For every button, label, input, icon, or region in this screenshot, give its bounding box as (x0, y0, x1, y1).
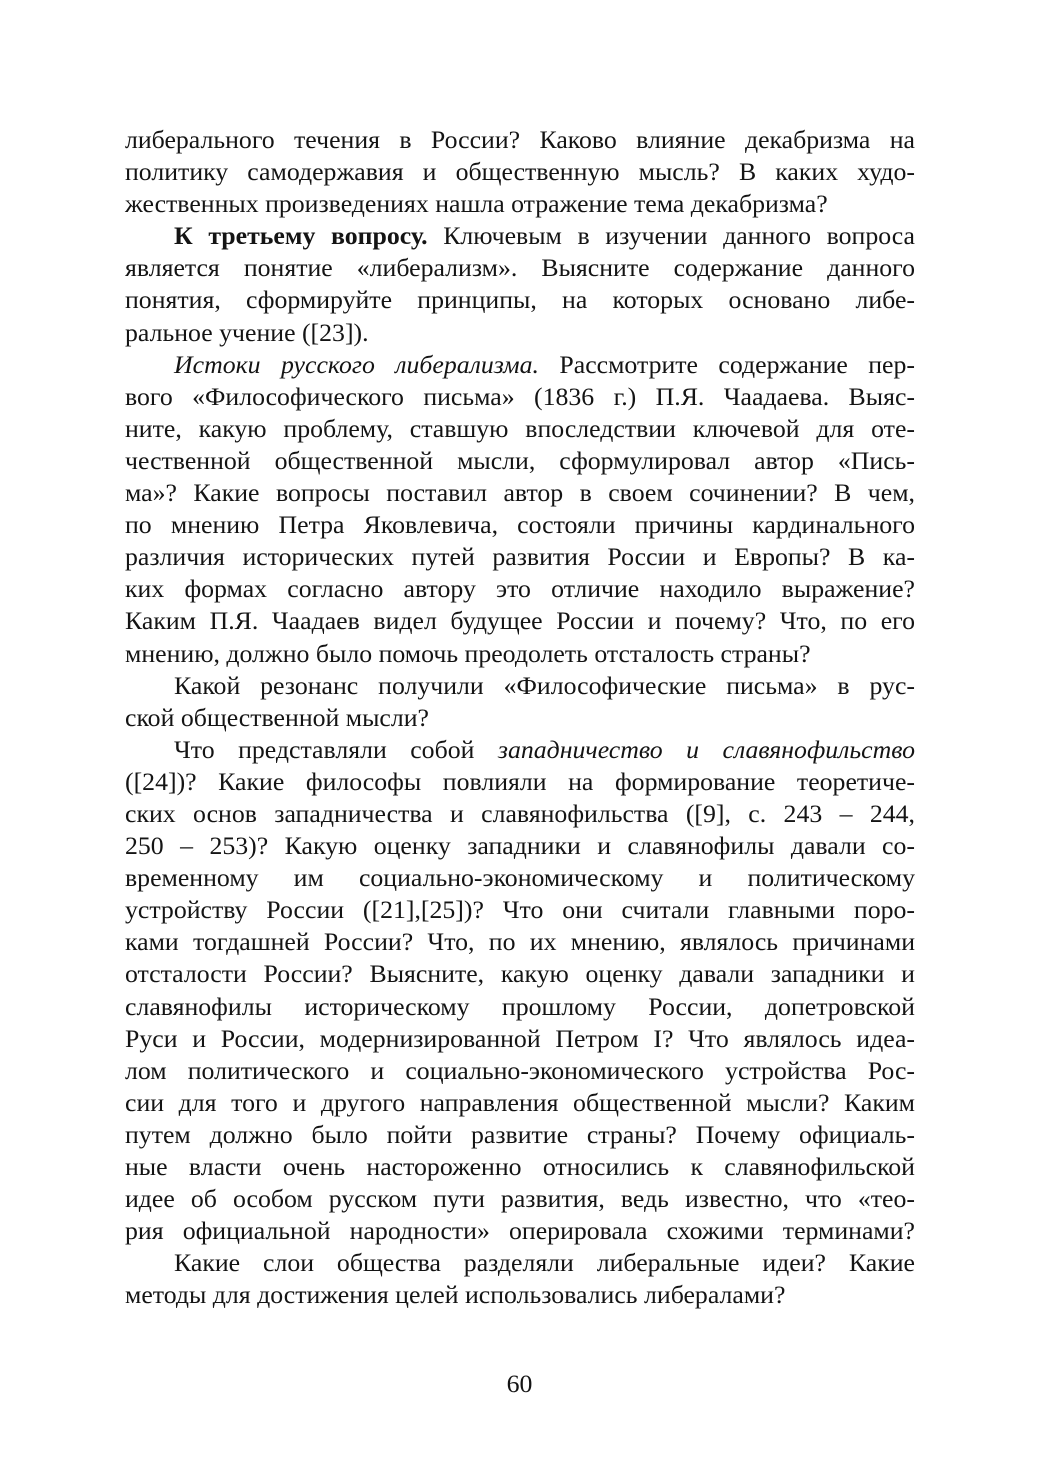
paragraph (125, 1247, 915, 1311)
text-line: рия официальной народности» оперировала схожими терминами? (125, 1216, 915, 1246)
text-line: ные власти очень настороженно относились к славянофильской (125, 1152, 915, 1181)
text-line: лом политического и социально-экономического устройства Рос- (125, 1055, 915, 1085)
page-number: 60 (506, 1369, 533, 1398)
text-line: ([24])? Какие философы повлияли на формирование теоретиче- (125, 766, 915, 796)
text-line: различия исторических путей развития России и Европы? В ка- (125, 542, 915, 572)
paragraph (125, 670, 915, 734)
text-line: ками тогдашней России? Что, по их мнению, являлось причинами (125, 927, 915, 957)
text-line: вого «Философического письма» (1836 г.) П.Я. Чаадаева. Выяс- (125, 381, 915, 411)
text-line: жественных произведениях нашла отражение тема декабризма? (125, 189, 828, 219)
text-line: является понятие «либерализм». Выясните содержание данного (125, 253, 915, 283)
text-fragment: Ключевым в изучении данного вопроса (427, 221, 915, 251)
text-line: либерального течения в России? Каково влияние декабризма на (125, 125, 915, 154)
text-line: временному им социально-экономическому и политическому (125, 863, 915, 893)
text-line (125, 349, 915, 381)
text-line: ма»? Какие вопросы поставил автор в своем сочинении? В чем, (125, 478, 915, 508)
text-line: ской общественной мысли? (125, 702, 430, 732)
paragraph (125, 124, 915, 220)
section-heading: К третьему вопросу. (174, 221, 428, 251)
italic-lead: Истоки русского либерализма. (174, 349, 539, 379)
text-line: Какой резонанс получили «Философические письма» в рус- (174, 670, 915, 700)
text-line: славянофилы историческому прошлому России, допетровской (125, 991, 915, 1021)
text-line: Какие слои общества разделяли либеральные идеи? Какие (174, 1248, 915, 1278)
text-line: чественной общественной мысли, сформулировал автор «Пись- (125, 445, 915, 475)
italic-term: западничество и славянофильство (497, 734, 915, 764)
text-line: политику самодержавия и общественную мысль? В каких худо- (125, 157, 915, 187)
text-line: Каким П.Я. Чаадаев видел будущее России и почему? Что, по его (125, 606, 915, 636)
text-line: методы для достижения целей использовались либералами? (125, 1280, 786, 1310)
text-line (125, 220, 915, 252)
text-line: идее об особом русском пути развития, ведь известно, что «тео- (125, 1184, 915, 1214)
text-line: 250 – 253)? Какую оценку западники и славянофилы давали со- (125, 831, 915, 861)
text-line: ских основ западничества и славянофильства ([9], с. 243 – 244, (125, 798, 915, 828)
paragraph (125, 349, 915, 670)
text-line: путем должно было пойти развитие страны? Почему официаль- (125, 1119, 915, 1149)
text-fragment: Что представляли собой (174, 734, 498, 764)
text-line (125, 734, 915, 766)
text-line: устройству России ([21],[25])? Что они считали главными поро- (125, 895, 915, 925)
text-line: ральное учение ([23]). (125, 317, 369, 347)
paragraph (125, 734, 915, 1248)
text-line: отсталости России? Выясните, какую оценку давали западники и (125, 959, 915, 989)
paragraph (125, 220, 915, 348)
page-body (125, 124, 915, 1311)
text-line: Руси и России, модернизированной Петром I? Что являлось идеа- (125, 1023, 915, 1053)
text-line: сии для того и другого направления общественной мысли? Каким (125, 1087, 915, 1117)
text-fragment: Рассмотрите содержание пер- (539, 349, 915, 379)
text-line: понятия, сформируйте принципы, на которых основано либе- (125, 285, 915, 315)
text-line: ните, какую проблему, ставшую впоследствии ключевой для оте- (125, 413, 915, 443)
text-line: мнению, должно было помочь преодолеть отсталость страны? (125, 638, 811, 668)
text-line: ких формах согласно автору это отличие находило выражение? (125, 574, 915, 604)
text-line: по мнению Петра Яковлевича, состояли причины кардинального (125, 510, 915, 540)
